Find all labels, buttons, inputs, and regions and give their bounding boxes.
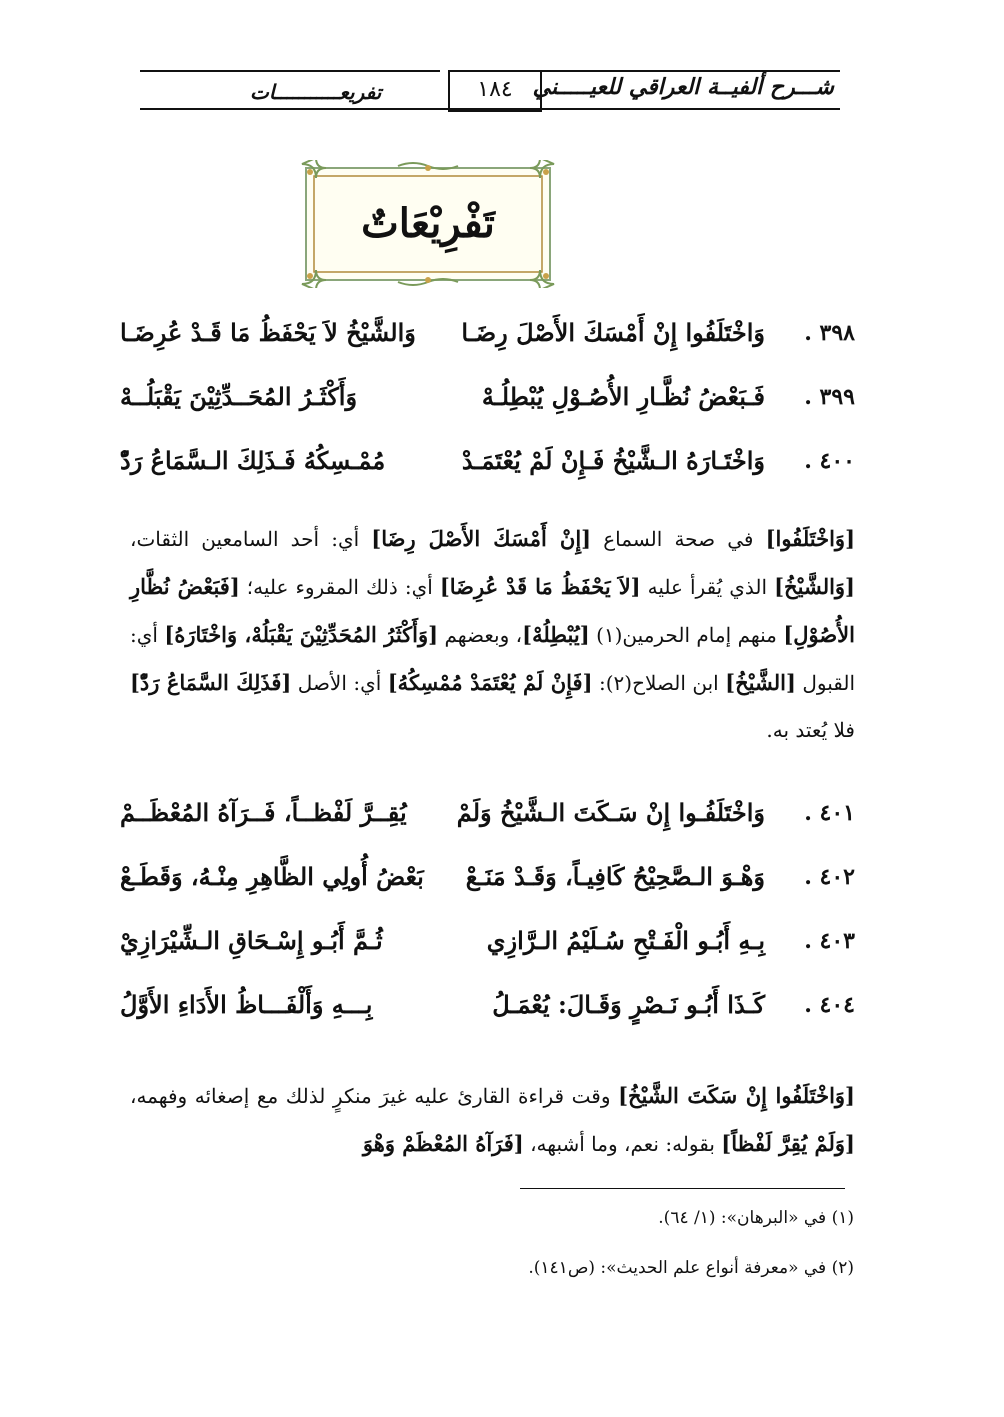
verse-second-hemistich: مُمْـسِكُهُ فَـذَلِكَ الـسَّمَاعُ رَدّْ [120,446,386,475]
page-number: ١٨٤ [448,70,542,112]
commentary-paragraph [130,515,855,754]
commentary-text: بقوله: نعم، وما أشبهه، [523,1132,722,1156]
verse-first-hemistich: كَـذَا أَبُـو نَـصْرٍ وَقَـالَ: يُعْمَـلُ [492,990,765,1019]
verse-first-hemistich: وَاخْتَـارَهُ الـشَّيْخُ فَـإِنْ لَمْ يُعْتَمَـدْ [461,446,765,475]
verse-number: ٤٠٠ . [804,448,855,474]
verse-first-hemistich: وَاخْتَلَفُوا إِنْ أَمْسَكَ الأَصْلَ رِضَـا [461,318,765,347]
verse-quote: [يُبْطِلُهْ] [522,622,590,647]
verse-quote: [فَبَعْضُ نُظَّارِ الأُصُوْلِ] [130,574,855,647]
verse-first-hemistich: فَـبَعْضُ نُظَّـارِ الأُصُـوْلِ يُبْطِلُـهْ [481,382,765,411]
verse-second-hemistich: بِـــهِ وَأَلْفَـــاظُ الأَدَاءِ الأَوَّلُ [120,990,373,1019]
section-title: تَفْرِيْعَاتٌ [361,200,495,247]
verse-second-hemistich: يُقِــرَّ لَفْظــاً، فَــرَآهُ المُعْظَــمْ [120,798,407,827]
verse-quote: [لاَ يَحْفَظُ مَا قَدْ عُرِضَا] [439,574,641,599]
commentary-text: وقت قراءة القارئ عليه غيرَ منكرٍ لذلك مع إصغائه وفهمه، [130,1084,619,1108]
verse-line [120,438,855,488]
verse-quote: [فَرَآهُ المُعْظَمْ وَهْوَ [362,1131,524,1156]
verse-number: ٤٠٣ . [804,928,855,954]
verse-first-hemistich: وَاخْتَلَفُـوا إِنْ سَـكَتَ الـشَّيْخُ وَلَمْ [456,798,765,827]
verse-quote: [وَالشَّيْخُ] [774,574,855,599]
verse-quote: [وَلَمْ يُقِرَّ لَفْظاً] [721,1131,855,1156]
commentary-text: الذي يُقرأ عليه [640,575,775,599]
commentary-text: فلا يُعتد به. [766,718,855,742]
running-chapter-title: تفريعـــــــــــات [250,80,382,104]
verse-line [120,982,855,1032]
verse-first-hemistich: وَهْـوَ الـصَّحِيْحُ كَافِيـاً، وَقَـدْ مَنَـعْ [465,862,765,891]
verse-line [120,374,855,424]
verse-line [120,918,855,968]
footnote: (١) في «البرهان»: (١/ ٦٤). [658,1208,854,1228]
verse-quote: [فَذَلِكَ السَّمَاعُ رَدّْ] [130,670,292,695]
verse-first-hemistich: بِـهِ أَبُـو الْفَـتْحِ سُـلَيْمُ الـرَّازِي [486,926,765,955]
verse-number: ٤٠٤ . [804,992,855,1018]
commentary-paragraph [130,1072,855,1168]
verse-quote: [إِنْ أَمْسَكَ الأَصْلَ رِضَا] [371,526,592,551]
verse-second-hemistich: بَعْضُ أُولِي الظَّاهِرِ مِنْـهُ، وَقَطَـعْ [120,862,424,891]
page-header [140,62,840,114]
commentary-text: في صحة السماع [591,527,766,551]
commentary-text: أي: القبول [130,623,856,695]
verse-line [120,854,855,904]
running-book-title: شـــرح ألفيــة العراقي للعيـــــني [532,74,834,100]
footnote-separator [520,1188,845,1189]
verse-number: ٣٩٨ . [804,320,855,346]
verse-line [120,790,855,840]
commentary-text: أي: ذلك المقروء عليه؛ [239,575,440,599]
verse-quote: [وَاخْتَلَفُوا إِنْ سَكَتَ الشَّيْخُ] [618,1083,855,1108]
header-rule [540,70,840,72]
verse-quote: [الشَّيْخُ] [725,670,796,695]
footnote: (٢) في «معرفة أنواع علم الحديث»: (ص١٤١). [528,1258,854,1278]
verse-number: ٣٩٩ . [804,384,855,410]
verse-quote: [فَإِنْ لَمْ يُعْتَمَدْ مُمْسِكُهُ] [387,670,593,695]
header-rule [140,70,440,72]
verse-second-hemistich: ثُـمَّ أَبُـو إِسْـحَاقِ الـشِّيْرَازِيْ [120,926,383,955]
verse-line [120,310,855,360]
commentary-text: ابن الصلاح(٢): [592,671,726,695]
verse-quote: [وَأَكْثَرُ المُحَدِّثِيْنَ يَقْبَلُهْ، وَاخْتَارَهُ] [164,622,439,647]
verse-number: ٤٠٢ . [804,864,855,890]
verse-second-hemistich: وَأَكْثَـرُ المُحَــدِّثِيْنَ يَقْبَلُــهْ [120,382,358,411]
verse-quote: [وَاخْتَلَفُوا] [765,526,856,551]
commentary-text: أي: الأصل [291,671,388,695]
commentary-text: أي: أحد السامعين الثقات، [130,527,372,551]
verse-number: ٤٠١ . [804,800,855,826]
commentary-text: منهم إمام الحرمين(١) [589,623,784,647]
section-title-frame [298,160,558,288]
commentary-text: ، وبعضهم [438,623,523,647]
verse-second-hemistich: وَالشَّيْخُ لاَ يَحْفَظُ مَا قَـدْ عُرِضَـا [120,318,416,347]
